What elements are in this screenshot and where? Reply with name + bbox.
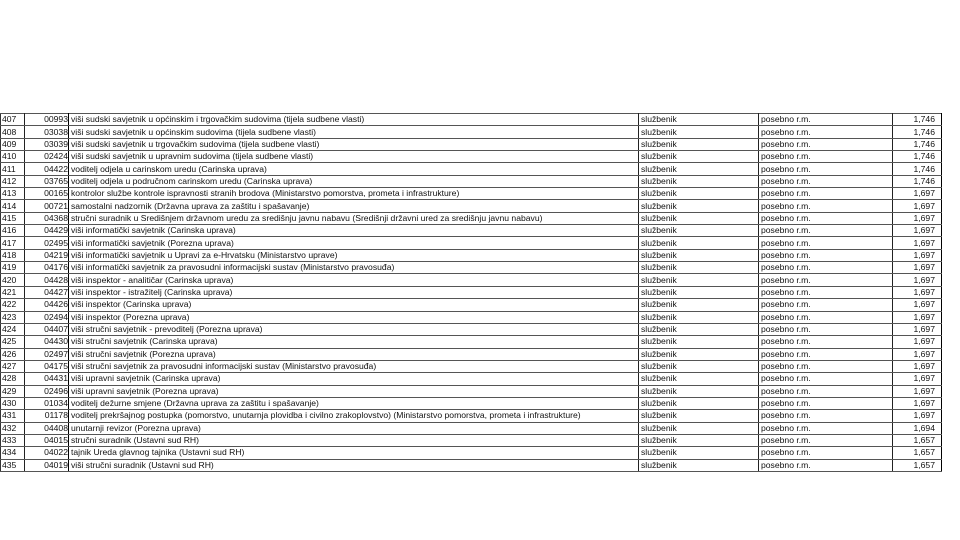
position-title-cell[interactable]: viši informatički savjetnik u Upravi za e-Hrvatsku (Ministarstvo uprave) [69,249,639,261]
employee-type-cell[interactable]: službenik [639,434,759,446]
coefficient-cell[interactable]: 1,697 [893,237,942,249]
position-code-cell[interactable]: 03765 [25,175,69,187]
coefficient-cell[interactable]: 1,657 [893,459,942,471]
employee-type-cell[interactable]: službenik [639,422,759,434]
coefficient-cell[interactable]: 1,746 [893,151,942,163]
table-row [1,225,942,237]
employee-type-cell[interactable]: službenik [639,311,759,323]
employee-type-cell[interactable]: službenik [639,397,759,409]
position-code-cell[interactable]: 04430 [25,336,69,348]
spreadsheet [0,113,940,472]
table-row [1,249,942,261]
category-cell[interactable]: posebno r.m. [759,385,893,397]
category-cell[interactable]: posebno r.m. [759,262,893,274]
position-code-cell[interactable]: 04429 [25,225,69,237]
coefficient-cell[interactable]: 1,746 [893,138,942,150]
employee-type-cell[interactable]: službenik [639,262,759,274]
category-cell[interactable]: posebno r.m. [759,459,893,471]
table-row [1,434,942,446]
row-number-cell[interactable]: 433 [1,434,25,446]
row-number-cell[interactable]: 422 [1,299,25,311]
table-row [1,262,942,274]
row-number-cell[interactable]: 425 [1,336,25,348]
category-cell[interactable]: posebno r.m. [759,286,893,298]
position-title-cell[interactable]: viši inspektor - istražitelj (Carinska uprava) [69,286,639,298]
position-title-cell[interactable]: voditelj odjela u carinskom uredu (Carinska uprava) [69,163,639,175]
employee-type-cell[interactable]: službenik [639,114,759,126]
coefficient-cell[interactable]: 1,657 [893,447,942,459]
coefficient-cell[interactable]: 1,697 [893,336,942,348]
row-number-cell[interactable]: 410 [1,151,25,163]
table-row [1,422,942,434]
position-code-cell[interactable]: 01034 [25,397,69,409]
row-number-cell[interactable]: 432 [1,422,25,434]
position-code-cell[interactable]: 04407 [25,323,69,335]
table-row [1,188,942,200]
coefficient-cell[interactable]: 1,697 [893,397,942,409]
employee-type-cell[interactable]: službenik [639,188,759,200]
employee-type-cell[interactable]: službenik [639,212,759,224]
position-title-cell[interactable]: viši sudski savjetnik u općinskim sudovima (tijela sudbene vlasti) [69,126,639,138]
row-number-cell[interactable]: 431 [1,410,25,422]
table-row [1,286,942,298]
position-code-cell[interactable]: 04426 [25,299,69,311]
table-body [1,114,942,472]
coefficient-cell[interactable]: 1,697 [893,249,942,261]
coefficient-cell[interactable]: 1,697 [893,385,942,397]
coefficient-cell[interactable]: 1,746 [893,126,942,138]
category-cell[interactable]: posebno r.m. [759,434,893,446]
employee-type-cell[interactable]: službenik [639,410,759,422]
coefficient-cell[interactable]: 1,697 [893,262,942,274]
employee-type-cell[interactable]: službenik [639,175,759,187]
position-title-cell[interactable]: viši sudski savjetnik u općinskim i trgovačkim sudovima (tijela sudbene vlasti) [69,114,639,126]
employee-type-cell[interactable]: službenik [639,138,759,150]
table-row [1,311,942,323]
position-title-cell[interactable]: viši upravni savjetnik (Porezna uprava) [69,385,639,397]
table-row [1,336,942,348]
position-code-cell[interactable]: 04176 [25,262,69,274]
coefficient-cell[interactable]: 1,697 [893,410,942,422]
position-title-cell[interactable]: viši informatički savjetnik (Porezna uprava) [69,237,639,249]
category-cell[interactable]: posebno r.m. [759,163,893,175]
row-number-cell[interactable]: 434 [1,447,25,459]
category-cell[interactable]: posebno r.m. [759,274,893,286]
employee-type-cell[interactable]: službenik [639,274,759,286]
table-row [1,126,942,138]
position-code-cell[interactable]: 04015 [25,434,69,446]
table-row [1,138,942,150]
row-number-cell[interactable]: 413 [1,188,25,200]
position-title-cell[interactable]: viši informatički savjetnik (Carinska uprava) [69,225,639,237]
row-number-cell[interactable]: 417 [1,237,25,249]
position-code-cell[interactable]: 03039 [25,138,69,150]
row-number-cell[interactable]: 429 [1,385,25,397]
row-number-cell[interactable]: 419 [1,262,25,274]
row-number-cell[interactable]: 412 [1,175,25,187]
coefficient-cell[interactable]: 1,697 [893,360,942,372]
table-row [1,114,942,126]
table-row [1,151,942,163]
position-title-cell[interactable]: kontrolor službe kontrole ispravnosti stranih brodova (Ministarstvo pomorstva, prometa i infrastrukture) [69,188,639,200]
position-title-cell[interactable]: stručni suradnik (Ustavni sud RH) [69,434,639,446]
position-code-cell[interactable]: 02495 [25,237,69,249]
employee-type-cell[interactable]: službenik [639,348,759,360]
row-number-cell[interactable]: 416 [1,225,25,237]
category-cell[interactable]: posebno r.m. [759,212,893,224]
table-row [1,385,942,397]
category-cell[interactable]: posebno r.m. [759,249,893,261]
position-title-cell[interactable]: viši stručni savjetnik za pravosudni informacijski sustav (Ministarstvo pravosuđa) [69,360,639,372]
row-number-cell[interactable]: 423 [1,311,25,323]
coefficient-cell[interactable]: 1,697 [893,200,942,212]
table-row [1,299,942,311]
coefficient-cell[interactable]: 1,697 [893,188,942,200]
position-title-cell[interactable]: viši inspektor (Porezna uprava) [69,311,639,323]
table-row [1,397,942,409]
position-title-cell[interactable]: unutarnji revizor (Porezna uprava) [69,422,639,434]
category-cell[interactable]: posebno r.m. [759,225,893,237]
employee-type-cell[interactable]: službenik [639,286,759,298]
position-code-cell[interactable]: 04019 [25,459,69,471]
table-row [1,447,942,459]
category-cell[interactable]: posebno r.m. [759,138,893,150]
table-row [1,212,942,224]
row-number-cell[interactable]: 428 [1,373,25,385]
category-cell[interactable]: posebno r.m. [759,188,893,200]
category-cell[interactable]: posebno r.m. [759,299,893,311]
table-row [1,459,942,471]
position-code-cell[interactable]: 04368 [25,212,69,224]
employee-type-cell[interactable]: službenik [639,360,759,372]
position-title-cell[interactable]: voditelj prekršajnog postupka (pomorstvo, unutarnja plovidba i civilno zrakoplovstvo) (Ministarstvo pomorstva, prometa i infrastrukture) [69,410,639,422]
table-row [1,200,942,212]
position-title-cell[interactable]: viši upravni savjetnik (Carinska uprava) [69,373,639,385]
table-row [1,163,942,175]
table-row [1,175,942,187]
employee-type-cell[interactable]: službenik [639,385,759,397]
position-title-cell[interactable]: viši stručni savjetnik (Carinska uprava) [69,336,639,348]
position-code-cell[interactable]: 04175 [25,360,69,372]
position-code-cell[interactable]: 00993 [25,114,69,126]
coefficient-cell[interactable]: 1,697 [893,225,942,237]
coefficient-cell[interactable]: 1,746 [893,163,942,175]
table-row [1,373,942,385]
coefficient-cell[interactable]: 1,697 [893,348,942,360]
position-title-cell[interactable]: stručni suradnik u Središnjem državnom uredu za središnju javnu nabavu (Središnji državni ured za središnju javnu nabavu) [69,212,639,224]
coefficient-cell[interactable]: 1,657 [893,434,942,446]
position-code-cell[interactable]: 02497 [25,348,69,360]
position-title-cell[interactable]: tajnik Ureda glavnog tajnika (Ustavni sud RH) [69,447,639,459]
employee-type-cell[interactable]: službenik [639,323,759,335]
employee-type-cell[interactable]: službenik [639,249,759,261]
row-number-cell[interactable]: 414 [1,200,25,212]
category-cell[interactable]: posebno r.m. [759,323,893,335]
employee-type-cell[interactable]: službenik [639,237,759,249]
category-cell[interactable]: posebno r.m. [759,175,893,187]
position-title-cell[interactable]: viši informatički savjetnik za pravosudni informacijski sustav (Ministarstvo pravosuđa) [69,262,639,274]
position-code-cell[interactable]: 04431 [25,373,69,385]
position-title-cell[interactable]: voditelj odjela u područnom carinskom uredu (Carinska uprava) [69,175,639,187]
category-cell[interactable]: posebno r.m. [759,126,893,138]
category-cell[interactable]: posebno r.m. [759,373,893,385]
row-number-cell[interactable]: 421 [1,286,25,298]
coefficient-cell[interactable]: 1,694 [893,422,942,434]
position-code-cell[interactable]: 00165 [25,188,69,200]
employee-type-cell[interactable]: službenik [639,200,759,212]
position-code-cell[interactable]: 02494 [25,311,69,323]
category-cell[interactable]: posebno r.m. [759,311,893,323]
position-title-cell[interactable]: samostalni nadzornik (Državna uprava za zaštitu i spašavanje) [69,200,639,212]
coefficient-cell[interactable]: 1,697 [893,212,942,224]
position-code-cell[interactable]: 00721 [25,200,69,212]
row-number-cell[interactable]: 407 [1,114,25,126]
row-number-cell[interactable]: 430 [1,397,25,409]
category-cell[interactable]: posebno r.m. [759,336,893,348]
position-title-cell[interactable]: viši stručni savjetnik - prevoditelj (Porezna uprava) [69,323,639,335]
category-cell[interactable]: posebno r.m. [759,151,893,163]
row-number-cell[interactable]: 435 [1,459,25,471]
row-number-cell[interactable]: 418 [1,249,25,261]
category-cell[interactable]: posebno r.m. [759,410,893,422]
row-number-cell[interactable]: 426 [1,348,25,360]
table-row [1,237,942,249]
position-title-cell[interactable]: viši stručni suradnik (Ustavni sud RH) [69,459,639,471]
category-cell[interactable]: posebno r.m. [759,114,893,126]
table-row [1,360,942,372]
coefficient-cell[interactable]: 1,697 [893,311,942,323]
position-title-cell[interactable]: viši sudski savjetnik u upravnim sudovima (tijela sudbene vlasti) [69,151,639,163]
coefficient-cell[interactable]: 1,697 [893,286,942,298]
coefficient-cell[interactable]: 1,746 [893,175,942,187]
position-code-cell[interactable]: 04428 [25,274,69,286]
category-cell[interactable]: posebno r.m. [759,447,893,459]
position-title-cell[interactable]: viši sudski savjetnik u trgovačkim sudovima (tijela sudbene vlasti) [69,138,639,150]
row-number-cell[interactable]: 415 [1,212,25,224]
employee-type-cell[interactable]: službenik [639,336,759,348]
position-code-cell[interactable]: 01178 [25,410,69,422]
employee-type-cell[interactable]: službenik [639,163,759,175]
category-cell[interactable]: posebno r.m. [759,348,893,360]
row-number-cell[interactable]: 427 [1,360,25,372]
coefficient-cell[interactable]: 1,746 [893,114,942,126]
position-title-cell[interactable]: viši inspektor - analitičar (Carinska uprava) [69,274,639,286]
table-row [1,410,942,422]
position-code-cell[interactable]: 03038 [25,126,69,138]
employee-type-cell[interactable]: službenik [639,151,759,163]
category-cell[interactable]: posebno r.m. [759,360,893,372]
row-number-cell[interactable]: 411 [1,163,25,175]
position-code-cell[interactable]: 02496 [25,385,69,397]
employee-type-cell[interactable]: službenik [639,225,759,237]
row-number-cell[interactable]: 409 [1,138,25,150]
position-title-cell[interactable]: voditelj dežurne smjene (Državna uprava za zaštitu i spašavanje) [69,397,639,409]
employee-type-cell[interactable]: službenik [639,373,759,385]
employee-type-cell[interactable]: službenik [639,299,759,311]
category-cell[interactable]: posebno r.m. [759,237,893,249]
position-title-cell[interactable]: viši stručni savjetnik (Porezna uprava) [69,348,639,360]
table-row [1,348,942,360]
coefficient-cell[interactable]: 1,697 [893,299,942,311]
employee-type-cell[interactable]: službenik [639,459,759,471]
coefficient-cell[interactable]: 1,697 [893,323,942,335]
category-cell[interactable]: posebno r.m. [759,397,893,409]
position-code-cell[interactable]: 02424 [25,151,69,163]
position-code-cell[interactable]: 04427 [25,286,69,298]
position-code-cell[interactable]: 04408 [25,422,69,434]
category-cell[interactable]: posebno r.m. [759,200,893,212]
position-code-cell[interactable]: 04422 [25,163,69,175]
job-positions-table [0,113,942,472]
position-code-cell[interactable]: 04219 [25,249,69,261]
coefficient-cell[interactable]: 1,697 [893,373,942,385]
position-title-cell[interactable]: viši inspektor (Carinska uprava) [69,299,639,311]
coefficient-cell[interactable]: 1,697 [893,274,942,286]
employee-type-cell[interactable]: službenik [639,126,759,138]
row-number-cell[interactable]: 420 [1,274,25,286]
category-cell[interactable]: posebno r.m. [759,422,893,434]
table-row [1,274,942,286]
position-code-cell[interactable]: 04022 [25,447,69,459]
employee-type-cell[interactable]: službenik [639,447,759,459]
row-number-cell[interactable]: 424 [1,323,25,335]
table-row [1,323,942,335]
row-number-cell[interactable]: 408 [1,126,25,138]
